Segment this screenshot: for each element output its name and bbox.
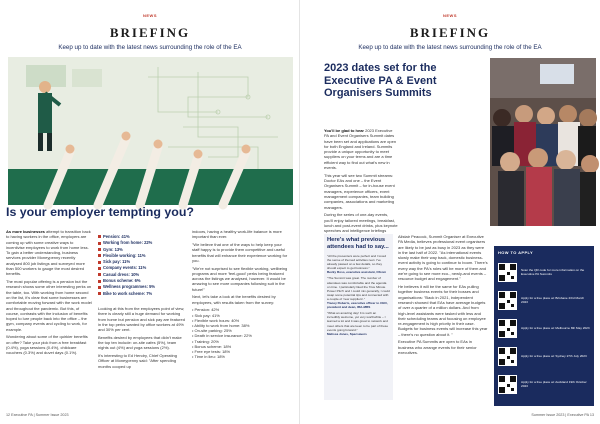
paragraph: Alistair Peacock, Summit Organiser at Executive PA Media, believes professional event organisers are likely to be just as busy in 2023 as they were in the last half of 2022. "As international events slowly make their way back, domestic business-event activity is going to continue to boom. There's every way the PA's roles will be more of them and we're going to see more eco-, newly-and events – resource budget and engagement." [398,234,488,282]
paragraph: The most popular offering is a pension but the research shows some other interesting perks on the table, too. With working from home second on the list, it's clear that some businesses are comfortable moving forward with the work model and throughout the pandemic. But this, of course, contrasts with the inclusion of benefits hoped to lure people back into the office – the gym, company events and cycling to work, for example. [6,279,92,332]
page-footer: 12 Executive PA | Summer Issue 2023 [6,413,69,417]
article-column-1 [6,229,92,407]
paragraph [6,229,92,277]
apply-row[interactable] [498,343,590,369]
paragraph: Next, let's take a look at the benefits desired by employees, with results taken from the survey: [192,294,276,305]
section-title: BRIEFING [109,25,191,40]
apply-row[interactable] [498,259,590,285]
right-page [300,0,600,424]
apply-row[interactable] [498,287,590,313]
lead-in: You'll be glad to hear [324,128,364,133]
apply-box-title: HOW TO APPLY [498,250,534,255]
qr-code-icon[interactable] [498,263,517,282]
qr-code-icon[interactable] [498,347,517,366]
paragraph: "We're not surprised to see flexible working, wellbeing programs and more 'feel-good' perks being featured across the listings we analysed, however. It would be amazing to see more companies following suit in the future!" [192,265,288,292]
section-title: BRIEFING [409,25,491,40]
quote-box-title: Here's what previous attendees had to say... [327,237,389,250]
list-item: • Flexible work hours: 40% [192,317,240,323]
list-item: • Bonus scheme: 18% [192,343,232,349]
paragraph: During the series of one-day events, you'll enjoy tailored meetings, breakfast, lunch and post-event drinks, plus keynote speeches and intelligence briefings [324,212,398,234]
paragraph: Looking at this from the employees point of view, there is clearly still a huge demand for working from home but pension and sick pay are featured in the top perks wanted by office workers at 49% and 30% per cent. [98,306,185,333]
list-item: • Pension: 42% [192,307,220,313]
apply-text: Apply for a free place at: Brisbane 23rd March 2023 [521,296,585,304]
paragraph-text: 2023 Executive PA and Event Organisers Summit dates have been set and applications are open for both England and Ireland. Summits provide a unique opportunity to meet suppliers on your terms and are a time efficient way to find out what's new in events. [324,128,397,171]
list-item: Flexible working: 11% [98,253,186,259]
apply-text: Apply for a free place at: Melbourne 8th May 2023 [521,326,590,330]
list-item: • On-site parking: 25% [192,328,232,334]
article-column-2 [98,306,186,408]
paragraph: It's interesting to Ed Hendry, Chief Operating Officer at Moneypenny said: "After spending months cooped up [98,353,177,369]
kicker-news: NEWS [443,13,457,18]
apply-text: Scan the QR code for more information on the Executive PA Summits [521,268,585,276]
bullet-icon [98,280,101,283]
article-headline: Is your employer tempting you? [6,205,194,219]
strapline: Keep up to date with the latest news surrounding the role of the EA [58,44,242,51]
lead-in: As more businesses [6,229,45,234]
kicker-news: NEWS [143,13,157,18]
paragraph: "We believe that one of the ways to help keep your staff happy is to provide them competitive and useful benefits that will enhance their experience working for you. [192,241,288,263]
list-item: Company events: 11% [98,265,186,271]
qr-code-icon[interactable] [498,375,517,394]
bullet-icon [98,235,101,238]
attendee-quotes-box [324,234,393,400]
article-column-2 [398,234,488,406]
bullet-icon [98,242,101,245]
qr-code-icon[interactable] [498,291,517,310]
hero-illustration [8,57,293,205]
bullet-icon [98,254,101,257]
list-item: Pension: 41% [98,234,186,240]
quote: "What an amazing day! It is such an incredibly welcome, yet very worthwhile – I learned a lot and it was great to network and meet others that are keen to be part of these events going forward." Melissa Jones, Specsavers [327,311,389,336]
list-item: • Free eye tests: 18% [192,349,231,355]
paragraph: indoors, having a healthy work-life balance is more important than ever. [192,229,282,240]
list-item: • Ability to work from home: 38% [192,323,250,329]
survey-list [192,307,288,359]
quote: "All the presenters were perfect and I loved the sense of themed activities next. I've already passed on a few details, so they should expect to get business." Becky Ross, executive assistant, Ofcom [327,254,387,275]
list-item: Casual dress: 10% [98,272,186,278]
quote: "The Summit was great. The number of attendees was comfortable and the agenda on time. I particularly liked the 'Five Minute Power Pitch' and I could mix generally, I could swap some potential tips and connected with a couple of 'new suppliers'." Tracey Roberts, executive officer to CEO, president and dean, IBA-MBS [327,276,390,310]
list-item: Working from home: 22% [98,240,186,246]
apply-text: Apply for a free place at: Auckland 19th October 2023 [521,380,587,388]
bullet-icon [98,292,101,295]
bullet-icon [98,273,101,276]
list-item: Gym: 13% [98,247,186,253]
apply-row[interactable] [498,371,590,397]
article-headline: 2023 dates set for the Executive PA & Event Organisers Summits [324,62,437,100]
perks-list [98,234,186,304]
list-item: • Sick pay: 41% [192,312,220,318]
paragraph: Executive PA Summits are open to EAs in business who arrange events for their senior executives. [398,339,477,356]
paragraph: This year will see two Summit streams: Doctor EAs and one – the Event Organisers Summit – for in-house event managers, experience officers, event management companies, team building companies, associations and marketing managers. [324,172,395,210]
article-column-1 [324,128,398,234]
apply-row[interactable] [498,315,590,341]
article-column-3 [192,229,288,409]
list-item: • Death in service insurance: 22% [192,333,252,339]
qr-code-icon[interactable] [498,319,517,338]
list-item: • Time in lieu: 18% [192,354,225,360]
list-item: • Training: 20% [192,338,219,344]
paragraph: He believes it will be the same for EAs pulling together business events for their bosses and organisations: "Back in 2021, independent research showed that EAs have average budgets of over a quarter of a million dollars. And from high-level assistants were tasked with less and their scheduling teams and focusing on employee re-engagement is high priority in their case. Budgets for business events will increase this year – there's no question about it. " [398,284,488,337]
list-item: Sick pay: 11% [98,259,186,265]
paragraph: Wondering about some of the quirkier benefits on offer? Take your pick from a free breakfast (0.4%), yoga sessions (0.4%), childcare vouchers (0.3%) and duvet days (0.1%). [6,334,88,356]
bullet-icon [98,267,101,270]
list-item: Wellness programmes: 5% [98,284,186,290]
list-item: Bonus scheme: 6% [98,278,186,284]
strapline: Keep up to date with the latest news surrounding the role of the EA [358,44,542,51]
bullet-icon [98,261,101,264]
list-item: Bike to work scheme: 7% [98,291,186,297]
paragraph: Benefits desired by employees that didn't make the top ten include: on-site cafes (5%), team nights out (4%) and yoga sessions (2%). [98,334,182,351]
bullet-icon [98,248,101,251]
how-to-apply-box [494,246,594,406]
apply-text: Apply for a free place at: Sydney 27th July 2023 [521,354,587,358]
bullet-icon [98,286,101,289]
page-footer: Summer Issue 2023 | Executive PA 13 [531,413,594,417]
paragraph [324,128,398,170]
summit-photo [490,58,596,226]
paragraph-text: attempt to transition back to having workers in the office, employers are coming up with some creative ways to incentivise employees to work from home less. To gain a better understanding, business services provider Moneypenny recently analysed 800 job listings and surveyed more than 500 workers to gauge the most desired benefits. [6,229,91,277]
